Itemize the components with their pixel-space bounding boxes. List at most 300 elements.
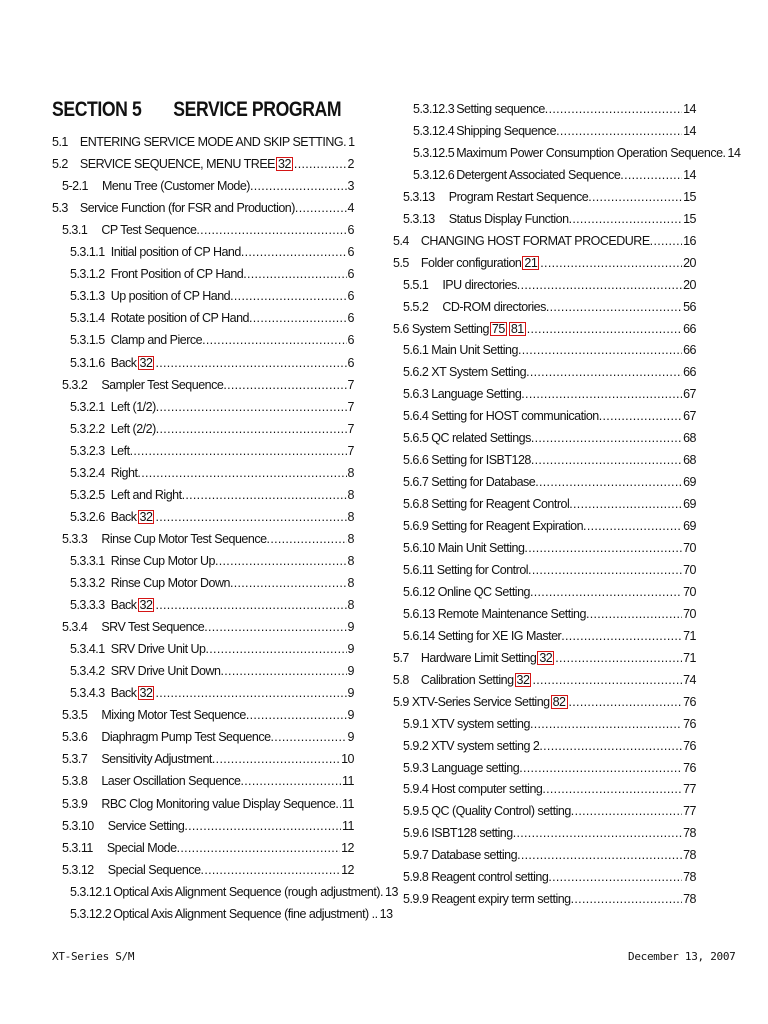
- toc-entry[interactable]: [62, 814, 354, 833]
- toc-entry-title: 5.6.6 Setting for ISBT128: [403, 453, 531, 468]
- toc-page-number: 70: [683, 606, 696, 621]
- dot-leader: [532, 673, 682, 687]
- section-label: SECTION 5: [52, 98, 142, 121]
- toc-entry[interactable]: [62, 747, 354, 766]
- toc-page-number: 67: [683, 409, 696, 424]
- toc-entry-number: 5.3.3.3: [70, 598, 105, 613]
- dot-leader: [155, 598, 346, 612]
- toc-entry-text: [403, 563, 528, 577]
- toc-entry[interactable]: [403, 360, 696, 379]
- toc-entry-text: [62, 708, 246, 722]
- toc-entry-title: 5.6.12 Online QC Setting: [403, 584, 530, 599]
- toc-page-number: 2: [347, 157, 354, 172]
- toc-entry-number: 5.3.2.4: [70, 465, 105, 480]
- toc-entry-title: SERVICE SEQUENCE, MENU TREE: [79, 157, 276, 172]
- toc-entry-title: Initial position of CP Hand: [110, 245, 241, 260]
- toc-entry-text: [70, 642, 206, 656]
- toc-entry[interactable]: [70, 461, 354, 480]
- toc-entry-title: Back: [110, 686, 137, 701]
- toc-entry[interactable]: [70, 571, 354, 590]
- toc-entry[interactable]: [70, 439, 354, 458]
- toc-entry-title: IPU directories: [442, 277, 517, 292]
- toc-page-number: 8: [347, 509, 354, 524]
- toc-entry-text: [70, 686, 155, 700]
- toc-entry[interactable]: [52, 152, 354, 171]
- toc-entry[interactable]: [70, 593, 354, 612]
- toc-entry[interactable]: [403, 448, 696, 467]
- toc-entry-text: [70, 466, 137, 480]
- toc-entry[interactable]: [403, 404, 696, 423]
- toc-entry-text: [62, 620, 204, 634]
- dot-leader: [230, 289, 346, 303]
- toc-entry-text: [403, 343, 518, 357]
- toc-entry[interactable]: [393, 646, 696, 665]
- toc-entry-title: 5.6.2 XT System Setting: [403, 365, 527, 380]
- dot-leader: [343, 135, 347, 149]
- page-ref-link[interactable]: 32: [278, 157, 291, 172]
- toc-entry-number: 5.3.4.2: [70, 664, 105, 679]
- toc-entry-number: 5.3.13: [403, 211, 435, 226]
- toc-entry-text: [70, 554, 215, 568]
- toc-entry-text: [403, 431, 531, 445]
- toc-entry-title: 5.9.5 QC (Quality Control) setting: [403, 804, 571, 819]
- toc-entry-title: 5.6.9 Setting for Reagent Expiration: [403, 519, 584, 534]
- dot-leader: [223, 378, 346, 392]
- page-ref-link[interactable]: 32: [139, 598, 153, 613]
- dot-leader: [221, 664, 347, 678]
- toc-entry-number: 5.3.8: [62, 774, 88, 789]
- toc-page-number: 15: [683, 211, 696, 226]
- toc-entry-number: 5.3.3.2: [70, 576, 105, 590]
- toc-entry-title: Diaphragm Pump Test Sequence: [101, 730, 271, 745]
- toc-entry-number: 5.3.4: [62, 620, 88, 635]
- toc-entry-number: 5.3.2.6: [70, 509, 105, 524]
- toc-entry[interactable]: [393, 229, 696, 248]
- toc-entry[interactable]: [70, 351, 354, 370]
- dot-leader: [530, 585, 682, 599]
- toc-page-number: 71: [683, 628, 696, 643]
- toc-page-number: 66: [683, 365, 696, 380]
- toc-entry[interactable]: [393, 317, 696, 336]
- dot-leader: [548, 870, 682, 884]
- toc-page-number: 11: [342, 818, 354, 833]
- toc-entry[interactable]: [403, 624, 696, 643]
- toc-entry-text: [403, 804, 571, 818]
- toc-entry-title: Service Function (for FSR and Production): [79, 201, 295, 216]
- toc-entry[interactable]: [62, 792, 354, 811]
- toc-entry[interactable]: [403, 536, 696, 555]
- dot-leader: [571, 804, 682, 818]
- dot-leader: [569, 497, 682, 511]
- toc-entry[interactable]: [70, 880, 398, 899]
- toc-entry-number: 5.3.1.4: [70, 311, 105, 326]
- toc-entry-title: 5.9.8 Reagent control setting: [403, 870, 549, 885]
- toc-entry-text: [403, 453, 531, 467]
- toc-entry-number: 5.3.1.1: [70, 245, 105, 260]
- toc-entry-text: [52, 157, 294, 171]
- dot-leader: [586, 607, 682, 621]
- toc-entry-title: 5.6.1 Main Unit Setting: [403, 343, 518, 358]
- toc-entry-title: Status Display Function: [448, 211, 569, 226]
- toc-entry-title: 5.9.1 XTV system setting: [403, 716, 530, 731]
- dot-leader: [535, 475, 682, 489]
- toc-entry-title: Left: [110, 443, 130, 458]
- toc-page-number: 68: [683, 431, 696, 446]
- toc-entry[interactable]: [403, 426, 696, 445]
- toc-entry-number: 5.5.1: [403, 277, 429, 292]
- toc-page-number: 14: [683, 123, 696, 138]
- dot-leader: [201, 863, 341, 877]
- toc-page-number: 6: [347, 267, 354, 282]
- toc-entry[interactable]: [62, 527, 354, 546]
- toc-page-number: 7: [347, 377, 354, 392]
- toc-page-number: 78: [683, 848, 696, 863]
- toc-entry[interactable]: [62, 703, 354, 722]
- toc-entry-text: [393, 695, 569, 709]
- page-ref-link[interactable]: 32: [516, 672, 530, 687]
- dot-leader: [620, 168, 682, 182]
- toc-entry-text: [403, 300, 546, 314]
- toc-entry-text: [403, 475, 535, 489]
- dot-leader: [539, 739, 682, 753]
- toc-entry[interactable]: [393, 668, 696, 687]
- toc-entry-title: 5.6 System Setting: [393, 321, 489, 336]
- toc-entry[interactable]: [52, 130, 354, 149]
- toc-entry-title: Rinse Cup Motor Test Sequence: [101, 531, 267, 546]
- toc-entry[interactable]: [70, 483, 354, 502]
- toc-page-number: 66: [683, 343, 696, 358]
- toc-entry[interactable]: [62, 615, 354, 634]
- toc-entry-text: [403, 497, 569, 511]
- toc-page-number: 69: [683, 475, 696, 490]
- toc-entry-text: [62, 774, 241, 788]
- toc-page-number: 9: [347, 664, 354, 679]
- toc-entry-number: 5.3.13: [403, 189, 435, 204]
- toc-entry[interactable]: [393, 690, 696, 709]
- toc-entry-title: 5.6.7 Setting for Database: [403, 475, 536, 490]
- toc-entry[interactable]: [403, 777, 696, 796]
- toc-page-number: 76: [683, 694, 696, 709]
- dot-leader: [556, 124, 682, 138]
- toc-entry[interactable]: [70, 505, 354, 524]
- toc-entry-title: Back: [110, 598, 137, 613]
- toc-page-number: 8: [347, 576, 354, 590]
- toc-entry-title: CD-ROM directories: [442, 299, 546, 314]
- toc-page-number: 10: [341, 752, 354, 767]
- toc-page-number: 7: [347, 399, 354, 414]
- toc-entry[interactable]: [403, 756, 696, 775]
- toc-page-number: 12: [341, 862, 354, 877]
- dot-leader: [542, 782, 682, 796]
- toc-entry-text: [70, 444, 130, 458]
- toc-page-number: 7: [347, 421, 354, 436]
- toc-entry[interactable]: [62, 174, 354, 193]
- toc-page-number: 66: [683, 321, 696, 336]
- toc-entry[interactable]: [393, 251, 696, 270]
- toc-page-number: 8: [347, 598, 354, 613]
- toc-entry-title: Optical Axis Alignment Sequence (rough adjustment): [113, 884, 381, 899]
- dot-leader: [177, 841, 341, 855]
- toc-page-number: 14: [683, 102, 696, 116]
- dot-leader: [202, 333, 346, 347]
- toc-entry-title: 5.9.7 Database setting: [403, 848, 518, 863]
- toc-page-number: 13: [379, 906, 393, 921]
- toc-entry-number: 5.3.6: [62, 730, 88, 745]
- toc-entry[interactable]: [70, 240, 354, 259]
- toc-entry-number: 5.3.1.5: [70, 333, 105, 348]
- toc-entry-title: SRV Drive Unit Down: [110, 664, 221, 679]
- toc-entry-number: 5.8: [393, 672, 409, 687]
- dot-leader: [650, 234, 682, 248]
- dot-leader: [561, 629, 682, 643]
- toc-entry[interactable]: [70, 549, 354, 568]
- dot-leader: [137, 466, 346, 480]
- toc-entry-text: [70, 488, 182, 502]
- toc-entry[interactable]: [70, 262, 354, 281]
- toc-page-number: 8: [347, 465, 354, 480]
- toc-entry[interactable]: [403, 185, 696, 204]
- toc-entry[interactable]: [403, 602, 696, 621]
- dot-leader: [531, 431, 682, 445]
- toc-entry-number: 5.5.2: [403, 299, 429, 314]
- dot-leader: [295, 201, 347, 215]
- toc-entry[interactable]: [70, 902, 393, 921]
- toc-entry[interactable]: [70, 328, 354, 347]
- page-ref-link[interactable]: 81: [510, 321, 524, 336]
- toc-page-number: 6: [347, 333, 354, 348]
- toc-page-number: 69: [683, 519, 696, 534]
- toc-entry[interactable]: [413, 97, 696, 116]
- dot-leader: [155, 686, 346, 700]
- toc-page-number: 78: [683, 870, 696, 885]
- page-ref-link[interactable]: 82: [552, 694, 566, 709]
- toc-page-number: 77: [683, 804, 696, 819]
- toc-entry-title: 5.6.5 QC related Settings: [403, 431, 531, 446]
- toc-page-number: 77: [683, 782, 696, 797]
- toc-entry[interactable]: [403, 273, 696, 292]
- dot-leader: [517, 278, 682, 292]
- dot-leader: [184, 819, 341, 833]
- page-ref-link[interactable]: 32: [139, 686, 153, 701]
- dot-leader: [526, 365, 682, 379]
- toc-entry-number: 5.3.3: [62, 531, 88, 546]
- toc-page-number: 20: [683, 277, 696, 292]
- toc-entry-text: [413, 168, 620, 182]
- toc-entry-text: [70, 598, 155, 612]
- toc-entry-title: Front Position of CP Hand: [110, 267, 244, 282]
- toc-entry-number: 5.3.12.6: [413, 167, 455, 182]
- toc-entry-title: Rinse Cup Motor Down: [110, 576, 230, 590]
- toc-entry-title: 5.6.4 Setting for HOST communication: [403, 409, 599, 424]
- toc-page-number: 14: [683, 167, 696, 182]
- toc-entry[interactable]: [403, 799, 696, 818]
- page-ref-link[interactable]: 32: [139, 355, 153, 370]
- page-ref-link[interactable]: 32: [539, 650, 553, 665]
- toc-entry-text: [70, 356, 155, 370]
- toc-page-number: 8: [347, 553, 354, 568]
- toc-entry-number: 5.3.10: [62, 818, 94, 833]
- toc-entry[interactable]: [403, 470, 696, 489]
- toc-page-number: 78: [683, 826, 696, 841]
- toc-entry[interactable]: [403, 821, 696, 840]
- toc-entry-text: [403, 717, 530, 731]
- toc-entry[interactable]: [62, 769, 354, 788]
- dot-leader: [540, 256, 682, 270]
- dot-leader: [524, 541, 682, 555]
- toc-entry-text: [393, 256, 540, 270]
- toc-entry-text: [62, 841, 177, 855]
- toc-entry-number: 5.3.12.2: [70, 906, 112, 921]
- toc-entry[interactable]: [403, 865, 696, 884]
- toc-entry[interactable]: [403, 514, 696, 533]
- toc-entry[interactable]: [403, 295, 696, 314]
- toc-page-number: 9: [347, 642, 354, 657]
- toc-entry-number: 5.3.12.1: [70, 884, 112, 899]
- dot-leader: [513, 826, 682, 840]
- toc-entry[interactable]: [403, 712, 696, 731]
- toc-entry-number: 5.3.12: [62, 862, 94, 877]
- toc-entry[interactable]: [403, 843, 696, 862]
- toc-entry-title: 5.6.11 Setting for Control: [403, 562, 529, 577]
- dot-leader: [375, 907, 379, 921]
- toc-entry[interactable]: [403, 887, 696, 906]
- toc-page-number: 9: [347, 708, 354, 723]
- toc-entry[interactable]: [413, 141, 741, 160]
- dot-leader: [249, 311, 347, 325]
- toc-entry-number: 5.3.12.4: [413, 123, 455, 138]
- toc-entry[interactable]: [70, 284, 354, 303]
- toc-entry-text: [70, 245, 241, 259]
- dot-leader: [215, 554, 347, 568]
- toc-page-number: 69: [683, 497, 696, 512]
- toc-entry-title: 5.6.3 Language Setting: [403, 387, 522, 402]
- toc-entry-title: ENTERING SERVICE MODE AND SKIP SETTING: [79, 135, 344, 149]
- toc-entry-text: [70, 576, 230, 590]
- toc-entry-title: Maximum Power Consumption Operation Sequence: [456, 145, 723, 160]
- toc-entry[interactable]: [413, 163, 696, 182]
- toc-entry-number: 5.7: [393, 650, 409, 665]
- toc-entry[interactable]: [70, 306, 354, 325]
- toc-entry[interactable]: [403, 382, 696, 401]
- toc-entry[interactable]: [70, 637, 354, 656]
- toc-entry-title: Setting sequence: [456, 102, 545, 116]
- toc-page-number: 74: [683, 672, 696, 687]
- toc-entry-title: 5.6.10 Main Unit Setting: [403, 541, 525, 555]
- toc-entry[interactable]: [403, 492, 696, 511]
- toc-entry[interactable]: [70, 395, 354, 414]
- toc-entry[interactable]: [403, 580, 696, 599]
- toc-entry-title: 5.6.8 Setting for Reagent Control: [403, 497, 570, 512]
- toc-entry-text: [52, 135, 343, 149]
- toc-entry-number: 5.3.2.2: [70, 421, 105, 436]
- toc-entry[interactable]: [62, 373, 354, 392]
- toc-entry[interactable]: [70, 681, 354, 700]
- dot-leader: [517, 848, 682, 862]
- toc-entry-text: [413, 102, 545, 116]
- dot-leader: [196, 223, 346, 237]
- toc-page-number: 76: [683, 760, 696, 775]
- toc-entry[interactable]: [62, 218, 354, 237]
- dot-leader: [294, 157, 347, 171]
- toc-entry-number: 5.3.11: [62, 840, 93, 855]
- toc-entry-text: [393, 673, 532, 687]
- section-heading: [52, 98, 341, 122]
- toc-page-number: 11: [342, 796, 354, 811]
- toc-page-number: 9: [347, 620, 354, 635]
- toc-entry[interactable]: [70, 417, 354, 436]
- toc-entry-title: Sampler Test Sequence: [101, 377, 224, 392]
- toc-entry-title: Shipping Sequence: [456, 123, 557, 138]
- toc-entry-text: [403, 892, 571, 906]
- dot-leader: [555, 651, 682, 665]
- toc-entry[interactable]: [413, 119, 696, 138]
- toc-entry-text: [70, 289, 230, 303]
- toc-entry-text: [403, 826, 513, 840]
- toc-entry-title: Program Restart Sequence: [448, 189, 589, 204]
- toc-page-number: 7: [347, 443, 354, 458]
- dot-leader: [155, 510, 346, 524]
- page-ref-link[interactable]: 32: [139, 509, 153, 524]
- toc-entry-title: CP Test Sequence: [101, 223, 197, 238]
- toc-entry-text: [403, 607, 586, 621]
- dot-leader: [571, 892, 682, 906]
- dot-leader: [271, 730, 347, 744]
- toc-entry[interactable]: [62, 725, 354, 744]
- toc-entry-title: Menu Tree (Customer Mode): [102, 179, 250, 194]
- toc-entry[interactable]: [403, 207, 696, 226]
- dot-leader: [130, 444, 347, 458]
- page-ref-link[interactable]: 21: [524, 255, 538, 270]
- dot-leader: [246, 708, 347, 722]
- toc-entry-number: 5.3.9: [62, 796, 88, 811]
- toc-entry-text: [62, 378, 223, 392]
- toc-page-number: 76: [683, 716, 696, 731]
- toc-entry[interactable]: [70, 659, 354, 678]
- toc-page-number: 8: [347, 487, 354, 502]
- toc-entry[interactable]: [52, 196, 354, 215]
- toc-entry-text: [70, 664, 221, 678]
- dot-leader: [530, 717, 682, 731]
- toc-entry-number: 5.2: [52, 157, 68, 172]
- dot-leader: [156, 400, 347, 414]
- toc-page-number: 67: [683, 387, 696, 402]
- toc-entry-title: 5.9 XTV-Series Service Setting: [393, 694, 550, 709]
- page-ref-link[interactable]: 75: [491, 321, 505, 336]
- dot-leader: [519, 761, 682, 775]
- toc-entry-title: 5.9.4 Host computer setting: [403, 782, 543, 797]
- toc-entry-number: 5.5: [393, 255, 409, 270]
- toc-entry-number: 5.3.4.3: [70, 686, 105, 701]
- toc-entry[interactable]: [62, 836, 354, 855]
- toc-entry-title: Up position of CP Hand: [110, 289, 231, 304]
- toc-entry-text: [403, 519, 583, 533]
- toc-page-number: 70: [683, 584, 696, 599]
- toc-entry[interactable]: [62, 858, 354, 877]
- toc-entry-text: [403, 585, 530, 599]
- toc-entry[interactable]: [403, 734, 696, 753]
- toc-entry-text: [70, 333, 202, 347]
- dot-leader: [521, 387, 682, 401]
- toc-entry-text: [70, 907, 375, 921]
- dot-leader: [723, 146, 727, 160]
- toc-entry-number: 5.4: [393, 233, 409, 248]
- toc-page-number: 8: [347, 531, 354, 546]
- toc-entry[interactable]: [403, 558, 696, 577]
- toc-entry-title: Laser Oscillation Sequence: [101, 774, 241, 789]
- toc-entry-text: [403, 541, 524, 555]
- toc-page-number: 6: [347, 311, 354, 326]
- toc-entry[interactable]: [403, 338, 696, 357]
